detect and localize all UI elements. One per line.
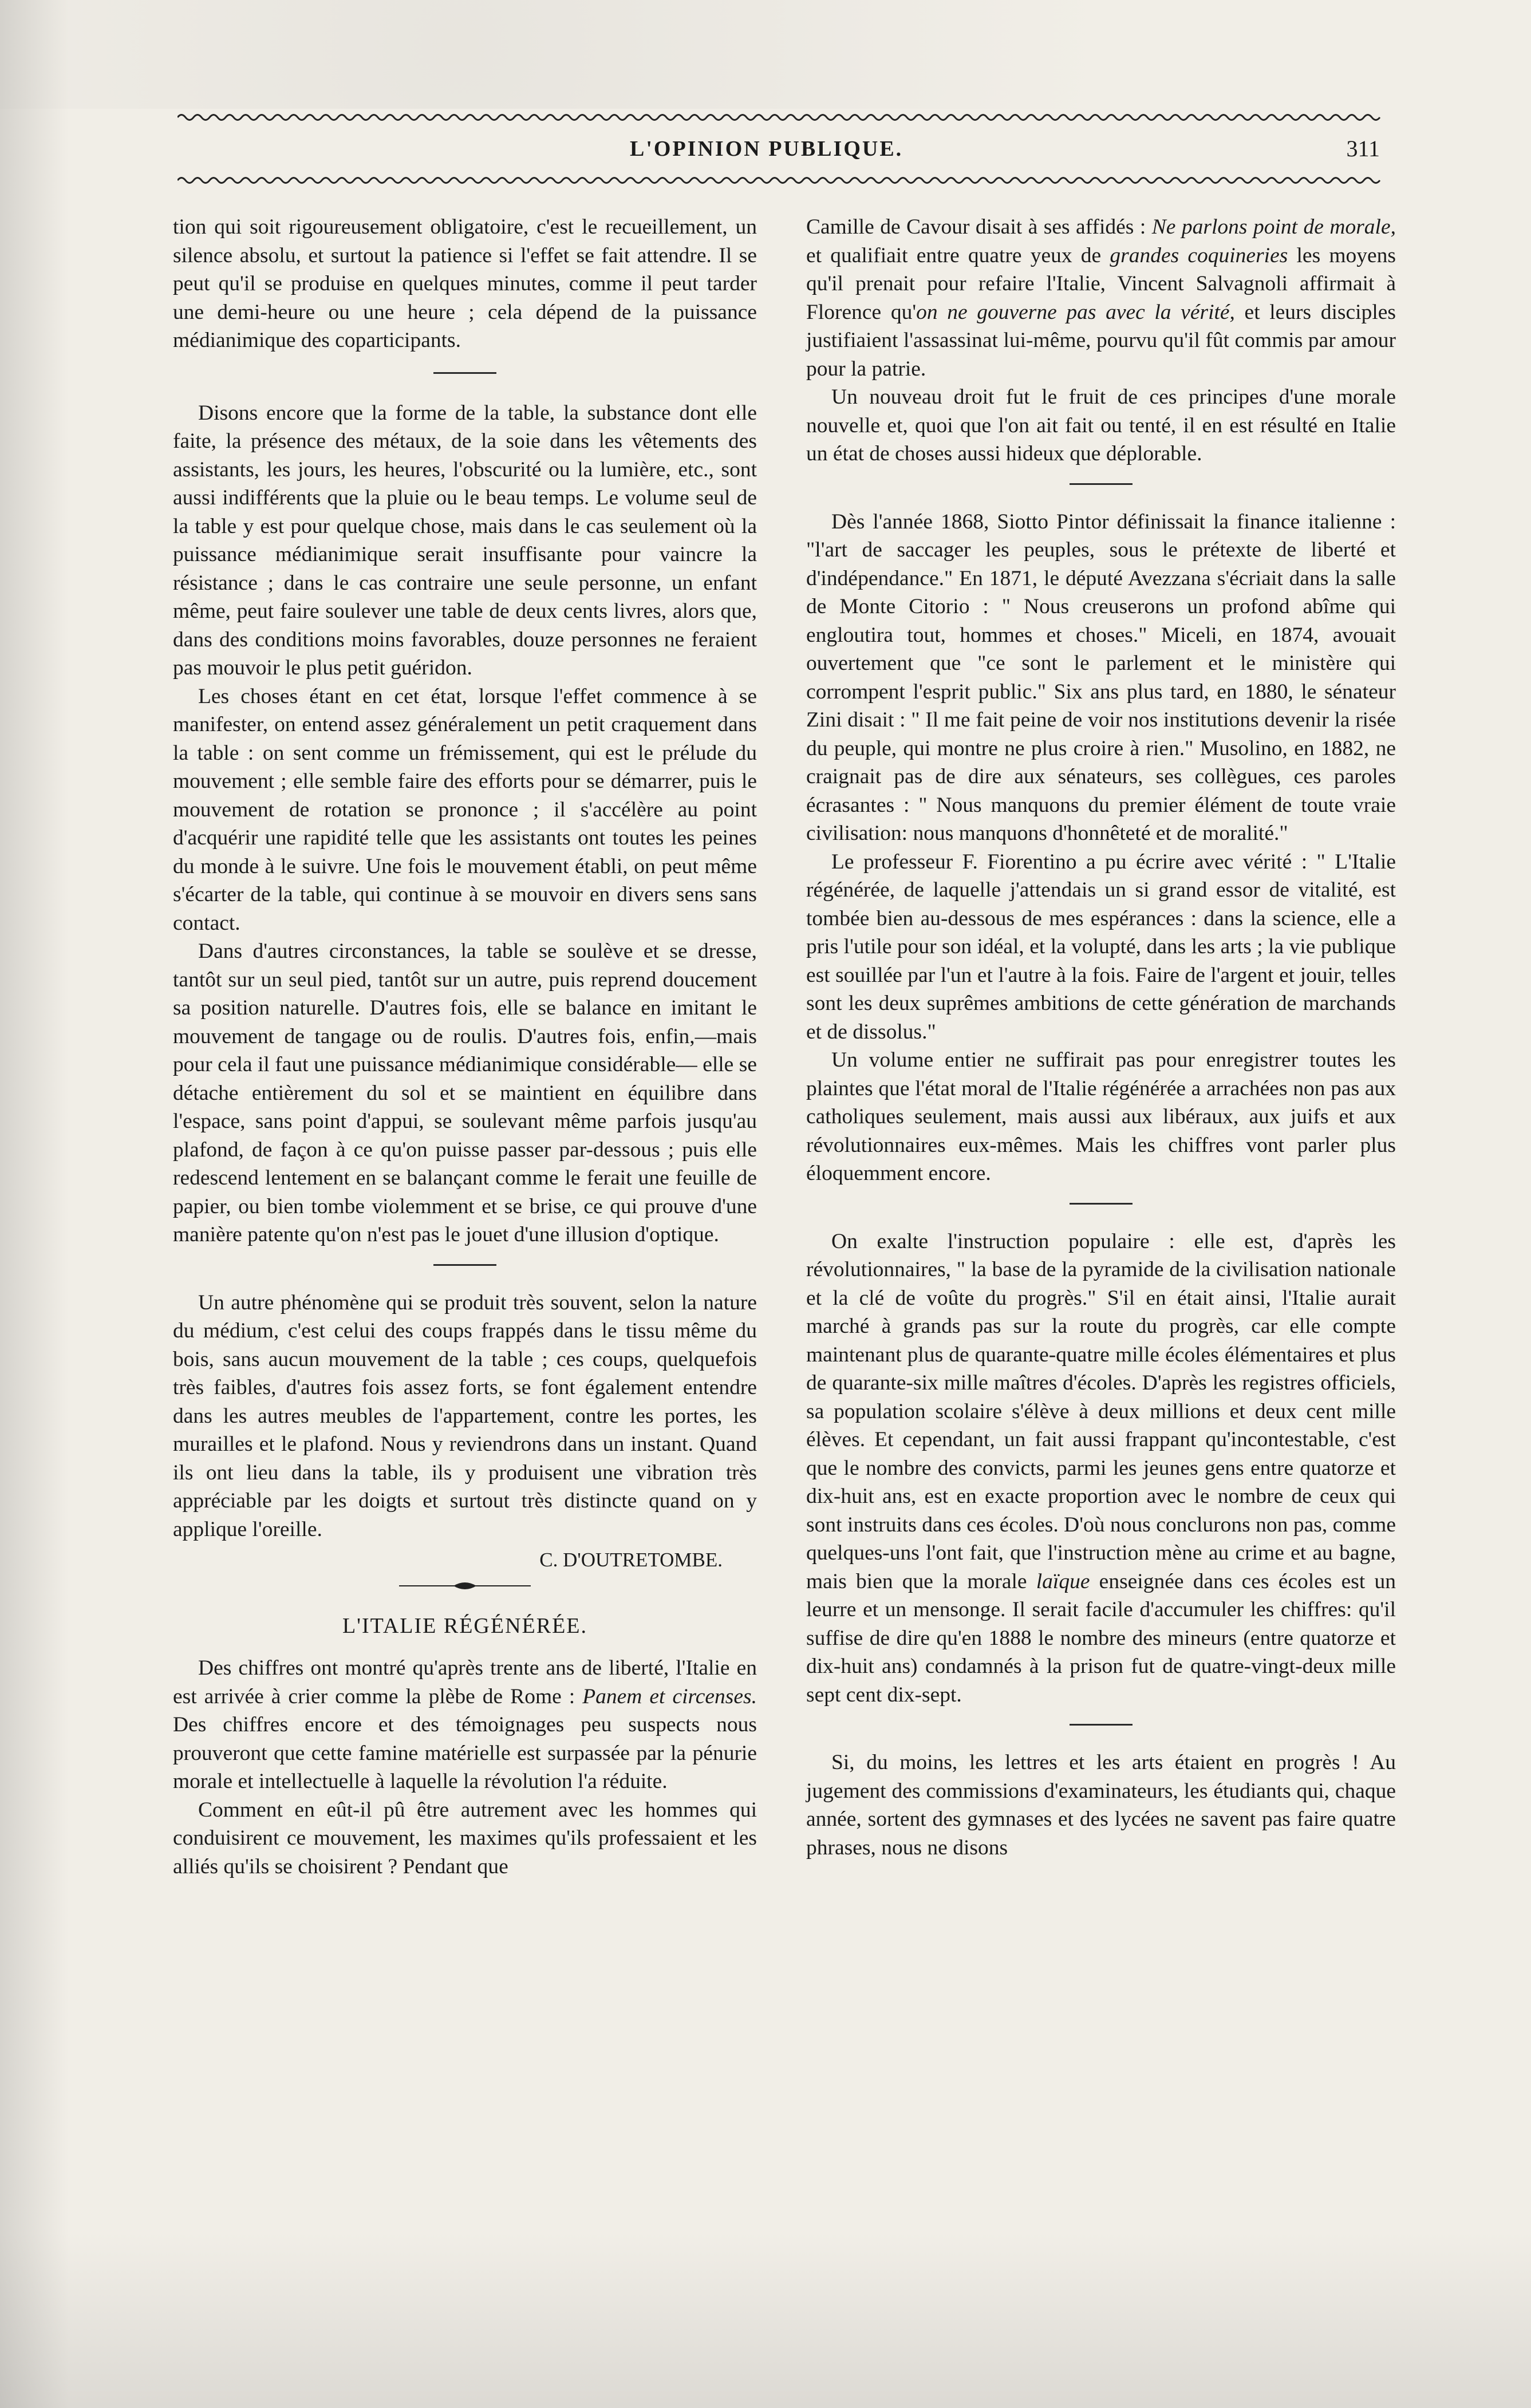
- text-run: et qualifiait entre quatre yeux de: [806, 243, 1110, 267]
- text-run: On exalte l'instruction populaire : elle est, d'après les révolutionnaires, " la base de la pyramide de la civilisation nationale et la clé de voûte du progrès." S'il en était ainsi, l'Italie aurait marché à grands pas sur la route du progrès, car elle compte maintenant plus de quarante-quatre mille écoles élémentaires et plus de quarante-six mille maîtres d'écoles. D'après les registres officiels, sa population scolaire s'élève à deux millions et deux cent mille élèves. Et cependant, un fait aussi frappant qu'incontestable, c'est que le nombre des convicts, parmi les jeunes gens entre quatorze et dix-huit ans, est en exacte proportion avec le nombre de ceux qui sont instruits dans ces écoles. D'où nous conclurons non pas, comme quelques-uns l'ont fait, que l'instruction mène au crime et au bagne, mais bien que la morale: [806, 1229, 1396, 1593]
- paper-speckle-bottom: [0, 2233, 1531, 2408]
- article-title: L'ITALIE RÉGÉNÉRÉE.: [342, 1613, 588, 1638]
- paper-speckle-top: [0, 0, 1531, 109]
- italic-run: Panem et circenses.: [582, 1684, 757, 1708]
- left-column: [173, 213, 757, 1881]
- ornamental-rule-icon: [396, 1580, 534, 1592]
- text-run: et leurs disciples justifiaient l'assassinat lui-même, pourvu qu'il fût commis par amour pour la patrie.: [806, 300, 1396, 381]
- section-separator: [1070, 1203, 1133, 1205]
- section-separator: [433, 372, 496, 374]
- page-number: 311: [1346, 136, 1380, 161]
- header-bottom-wavy-rule: [177, 175, 1386, 185]
- text-run: Des chiffres ont montré qu'après trente ans de liberté, l'Italie en est arrivée à crier comme la plèbe de Rome :: [173, 1656, 757, 1708]
- text-run: les moyens qu'il prenait pour refaire l'Italie, Vincent Salvagnoli affirmait à Florence qu': [806, 243, 1396, 324]
- italic-run: Ne parlons point de morale,: [1151, 215, 1396, 239]
- text-run: Camille de Cavour disait à ses affidés :: [806, 215, 1152, 239]
- left-paragraph-4: Dans d'autres circonstances, la table se soulève et se dresse, tantôt sur un seul pied, tantôt sur un autre, puis reprend doucement sa position naturelle. D'autres fois, elle se balance en imitant le mouvement de tangage ou de roulis. D'autres fois, enfin,—mais pour cela il faut une puissance médianimique considérable— elle se détache entièrement du sol et se maintient en équilibre dans l'espace, sans point d'appui, se soulevant même parfois jusqu'au plafond, de façon à ce qu'on puisse passer par-dessous ; puis elle redescend lentement en se balançant comme le ferait une feuille de papier, ou bien tombe violemment et se brise, ce qui prouve d'une manière patente qu'on n'est pas le jouet d'une illusion d'optique.: [173, 939, 757, 1246]
- text-run: Des chiffres encore et des témoignages peu suspects nous prouveront que cette famine matérielle est surpassée par la pénurie morale et intellectuelle à laquelle la révolution l'a réduite.: [173, 1713, 757, 1793]
- text-run: enseignée dans ces écoles est un leurre et un mensonge. Il serait facile d'accumuler les chiffres: qu'il suffise de dire qu'en 1888 le nombre des mineurs (entre quatorze et dix-huit ans) condamnés à la prison fut de quatre-vingt-deux mille sept cent dix-sept.: [806, 1569, 1396, 1707]
- left-paragraph-5: Un autre phénomène qui se produit très souvent, selon la nature du médium, c'est celui des coups frappés dans le tissu même du bois, sans aucun mouvement de la table ; ces coups, quelquefois très faibles, d'autres fois assez forts, se font également entendre dans les autres meubles de l'appartement, contre les portes, les murailles et le plafond. Nous y reviendrons dans un instant. Quand ils ont lieu dans la table, ils y produisent une vibration très appréciable par les doigts et surtout très distincte quand on y applique l'oreille.: [173, 1290, 757, 1541]
- right-paragraph-3: Dès l'année 1868, Siotto Pintor définissait la finance italienne : "l'art de saccager les peuples, sous le prétexte de liberté et d'indépendance." En 1871, le député Avezzana s'écriait dans la salle de Monte Citorio : " Nous creuserons un profond abîme qui engloutira tout, hommes et choses." Miceli, en 1874, avouait ouvertement que "ce sont le parlement et le ministère qui corrompent l'esprit public." Six ans plus tard, en 1880, le sénateur Zini disait : " Il me fait peine de voir nos institutions devenir la risée du peuple, qui montre ne plus croire à rien." Musolino, en 1882, ne craignait pas de dire aux sénateurs, ses collègues, ces paroles écrasantes : " Nous manquons du premier élément de toute vraie civilisation: nous manquons d'honnêteté et de moralité.": [806, 510, 1396, 845]
- running-title: L'OPINION PUBLIQUE.: [630, 137, 903, 161]
- header-top-wavy-rule: [177, 112, 1386, 123]
- paper-shadow-left: [0, 0, 69, 2408]
- right-paragraph-4: Le professeur F. Fiorentino a pu écrire avec vérité : " L'Italie régénérée, de laquelle j'attendais un si grand essor de vitalité, est tombée bien au-dessous de mes espérances : dans la science, elle a pris l'utile pour son idéal, et la volupté, dans les arts ; la vie publique est souillée par l'un et l'autre à la fois. Faire de l'argent et jouir, telles sont les deux suprêmes ambitions de cette génération de marchands et de dissolus.": [806, 850, 1396, 1044]
- right-paragraph-1: [806, 213, 1396, 383]
- right-paragraph-6: [806, 1227, 1396, 1710]
- right-column: [806, 213, 1396, 1862]
- section-separator: [1070, 1724, 1133, 1726]
- left-paragraph-6: [173, 1654, 757, 1796]
- right-paragraph-5: Un volume entier ne suffirait pas pour enregistrer toutes les plaintes que l'état moral de l'Italie régénérée a arrachées non pas aux catholiques seulement, mais aussi aux libéraux, aux juifs et aux révolutionnaires eux-mêmes. Mais les chiffres vont parler plus éloquemment encore.: [806, 1048, 1396, 1185]
- section-separator: [433, 1264, 496, 1266]
- left-paragraph-3: Les choses étant en cet état, lorsque l'effet commence à se manifester, on entend assez généralement un petit craquement dans la table : on sent comme un frémissement, qui est le prélude du mouvement ; elle semble faire des efforts pour se démarrer, puis le mouvement de rotation se prononce ; il s'accélère au point d'acquérir une rapidité telle que les assistants ont toutes les peines du monde à le suivre. Une fois le mouvement établi, on peut même s'écarter de la table, qui continue à se mouvoir en divers sens sans contact.: [173, 684, 757, 935]
- left-paragraph-7: Comment en eût-il pû être autrement avec les hommes qui conduisirent ce mouvement, les maximes qu'ils professaient et les alliés qu'ils se choisirent ? Pendant que: [173, 1798, 757, 1878]
- right-paragraph-2: Un nouveau droit fut le fruit de ces principes d'une morale nouvelle et, quoi que l'on ait fait ou tenté, il en est résulté en Italie un état de choses aussi hideux que déplorable.: [806, 385, 1396, 465]
- left-paragraph-1: tion qui soit rigoureusement obligatoire, c'est le recueillement, un silence absolu, et surtout la patience si l'effet se fait attendre. Il se peut qu'il se produise en quelques minutes, comme il peut tarder une demi-heure ou une heure ; cela dépend de la puissance médianimique des coparticipants.: [173, 215, 757, 352]
- italic-run: laïque: [1036, 1569, 1090, 1593]
- left-paragraph-2: Disons encore que la forme de la table, la substance dont elle faite, la présence des métaux, de la soie dans les vêtements des assistants, les jours, les heures, l'obscurité ou la lumière, etc., sont aussi indifférents que la pluie ou le beau temps. Le volume seul de la table y est pour quelque chose, mais dans le cas seulement où la puissance médianimique serait insuffisante pour vaincre la résistance ; dans le cas contraire une seule personne, un enfant même, peut faire soulever une table de deux cents livres, alors que, dans des conditions moins favorables, douze personnes ne feraient pas mouvoir le plus petit guéridon.: [173, 401, 757, 680]
- section-separator: [1070, 483, 1133, 485]
- author-signature: C. D'OUTRETOMBE.: [539, 1549, 723, 1571]
- italic-run: on ne gouverne pas avec la vérité,: [916, 300, 1235, 324]
- right-paragraph-7: Si, du moins, les lettres et les arts étaient en progrès ! Au jugement des commissions d'examinateurs, les étudiants qui, chaque année, sortent des gymnases et des lycées ne savent pas faire quatre phrases, nous ne disons: [806, 1751, 1396, 1860]
- italic-run: grandes coquineries: [1110, 243, 1288, 267]
